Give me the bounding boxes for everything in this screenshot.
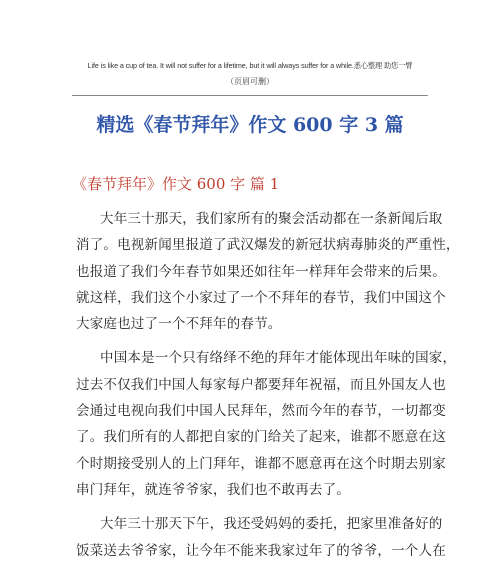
text-line: 了。我们所有的人都把自家的门给关了起来，谁都不愿意在这 <box>76 429 446 446</box>
header-note: （页眉可删） <box>226 77 274 86</box>
section-heading: 《春节拜年》作文 600 字 篇 1 <box>72 175 280 193</box>
text-line: 大家庭也过了一个不拜年的春节。 <box>76 316 282 333</box>
header-tagline: Life is like a cup of tea. It will not suffer for a lifetime, but it will always suffer for a while.悉心整理 助您一臂 <box>87 61 413 70</box>
paragraph-2 <box>76 345 457 503</box>
paragraph-3 <box>76 511 446 564</box>
text-line: 串门拜年，就连爷爷家，我们也不敢再去了。 <box>76 481 350 498</box>
text-line: 大年三十那天，我们家所有的聚会活动都在一条新闻后取 <box>100 211 443 227</box>
text-line: 就这样，我们这个小家过了一个不拜年的春节，我们中国这个 <box>76 289 446 306</box>
text-line: 饭菜送去爷爷家，让今年不能来我家过年了的爷爷，一个人在 <box>76 542 446 559</box>
body-text <box>76 206 460 572</box>
header-divider <box>72 95 428 96</box>
text-line: 会通过电视向我们中国人民拜年，然而今年的春节，一切都变 <box>76 403 446 420</box>
text-line: 消了。电视新闻里报道了武汉爆发的新冠状病毒肺炎的严重性， <box>76 237 460 254</box>
document-title: 精选《春节拜年》作文 600 字 3 篇 <box>96 114 404 136</box>
text-line: 中国本是一个只有络绎不绝的拜年才能体现出年味的国家， <box>100 350 457 367</box>
text-line: 大年三十那天下午，我还受妈妈的委托，把家里准备好的 <box>100 516 443 533</box>
text-line: 也报道了我们今年春节如果还如往年一样拜年会带来的后果。 <box>76 263 446 280</box>
paragraph-1 <box>76 206 460 337</box>
text-line: 个时期接受别人的上门拜年，谁都不愿意再在这个时期去别家 <box>76 455 446 472</box>
text-line: 过去不仅我们中国人每家每户都要拜年祝福，而且外国友人也 <box>76 376 446 393</box>
